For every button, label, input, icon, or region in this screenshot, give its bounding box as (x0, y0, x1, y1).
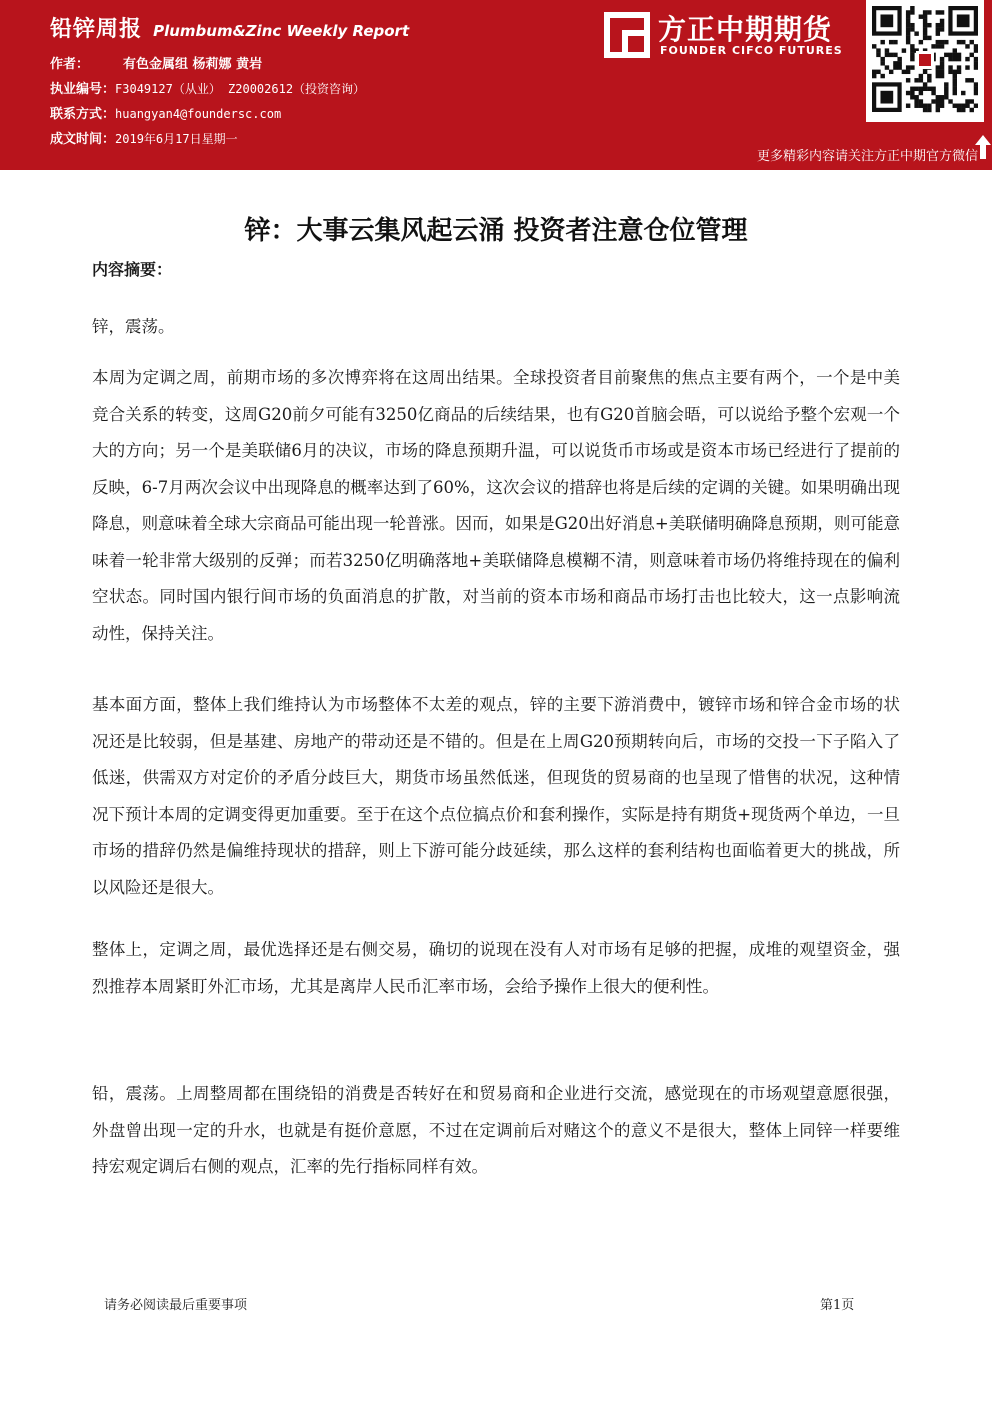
logo-text-cn: 方正中期期货 (658, 13, 833, 46)
wechat-note: 更多精彩内容请关注方正中期官方微信 (756, 149, 978, 164)
paragraph-strategy: 整体上，定调之周，最优选择还是右侧交易，确切的说现在没有人对市场有足够的把握，成堆的观望资金，强烈推荐本周紧盯外汇市场，尤其是离岸人民币汇率市场，会给予操作上很大的便利性。 (92, 940, 900, 996)
report-header (0, 0, 992, 170)
report-title-cn: 铅锌周报 (50, 17, 143, 42)
meta-date: 成文时间：2019年6月17日星期一 (50, 132, 238, 147)
meta-author: 作者： 有色金属组 杨莉娜 黄岩 (50, 57, 263, 72)
logo-text-en: FOUNDER CIFCO FUTURES (660, 44, 843, 57)
qr-code-icon (872, 6, 978, 116)
wechat-qr-code (866, 0, 984, 122)
company-logo (604, 6, 860, 62)
header-divider (0, 170, 992, 173)
meta-license: 执业编号：F3049127（从业） Z20002612（投资咨询） (50, 82, 366, 97)
paragraph-zinc-verdict: 锌，震荡。 (92, 317, 175, 336)
author-meta (50, 52, 365, 152)
footer-notice: 请务必阅读最后重要事项 (104, 1298, 248, 1313)
paragraph-fundamentals: 基本面方面，整体上我们维持认为市场整体不太差的观点，锌的主要下游消费中，镀锌市场和锌合金市场的状况还是比较弱，但是基建、房地产的带动还是不错的。但是在上周G20预期转向后，市场的交投一下子陷入了低迷，供需双方对定价的矛盾分歧巨大，期货市场虽然低迷，但现货的贸易商的也呈现了惜售的状况，这种情况下预计本周的定调变得更加重要。至于在这个点位搞点价和套利操作，实际是持有期货+现货两个单边，一旦市场的措辞仍然是偏维持现状的措辞，则上下游可能分歧延续，那么这样的套利结构也面临着更大的挑战，所以风险还是很大。 (92, 695, 900, 897)
page-number: 第1页 (820, 1298, 855, 1313)
founder-logo-icon (604, 12, 650, 58)
report-title (50, 12, 409, 43)
report-title-en: Plumbum&Zinc Weekly Report (153, 22, 410, 40)
arrow-up-icon (974, 134, 992, 160)
paragraph-lead: 铅，震荡。上周整周都在围绕铅的消费是否转好在和贸易商和企业进行交流，感觉现在的市场观望意愿很强，外盘曾出现一定的升水，也就是有挺价意愿，不过在定调前后对赌这个的意义不是很大，整体上同锌一样要维持宏观定调后右侧的观点，汇率的先行指标同样有效。 (92, 1084, 900, 1176)
page-title: 锌：大事云集风起云涌 投资者注意仓位管理 (244, 216, 748, 246)
meta-contact: 联系方式：huangyan4@foundersc.com (50, 107, 282, 122)
summary-label: 内容摘要： (92, 260, 173, 279)
paragraph-macro: 本周为定调之周，前期市场的多次博弈将在这周出结果。全球投资者目前聚焦的焦点主要有两个，一个是中美竞合关系的转变，这周G20前夕可能有3250亿商品的后续结果，也有G20首脑会晤，可以说给予整个宏观一个大的方向；另一个是美联储6月的决议，市场的降息预期升温，可以说货币市场或是资本市场已经进行了提前的反映，6-7月两次会议中出现降息的概率达到了60%，这次会议的措辞也将是后续的定调的关键。如果明确出现降息，则意味着全球大宗商品可能出现一轮普涨。因而，如果是G20出好消息+美联储明确降息预期，则可能意味着一轮非常大级别的反弹；而若3250亿明确落地+美联储降息模糊不清，则意味着市场仍将维持现在的偏利空状态。同时国内银行间市场的负面消息的扩散，对当前的资本市场和商品市场打击也比较大，这一点影响流动性，保持关注。 (92, 368, 900, 643)
